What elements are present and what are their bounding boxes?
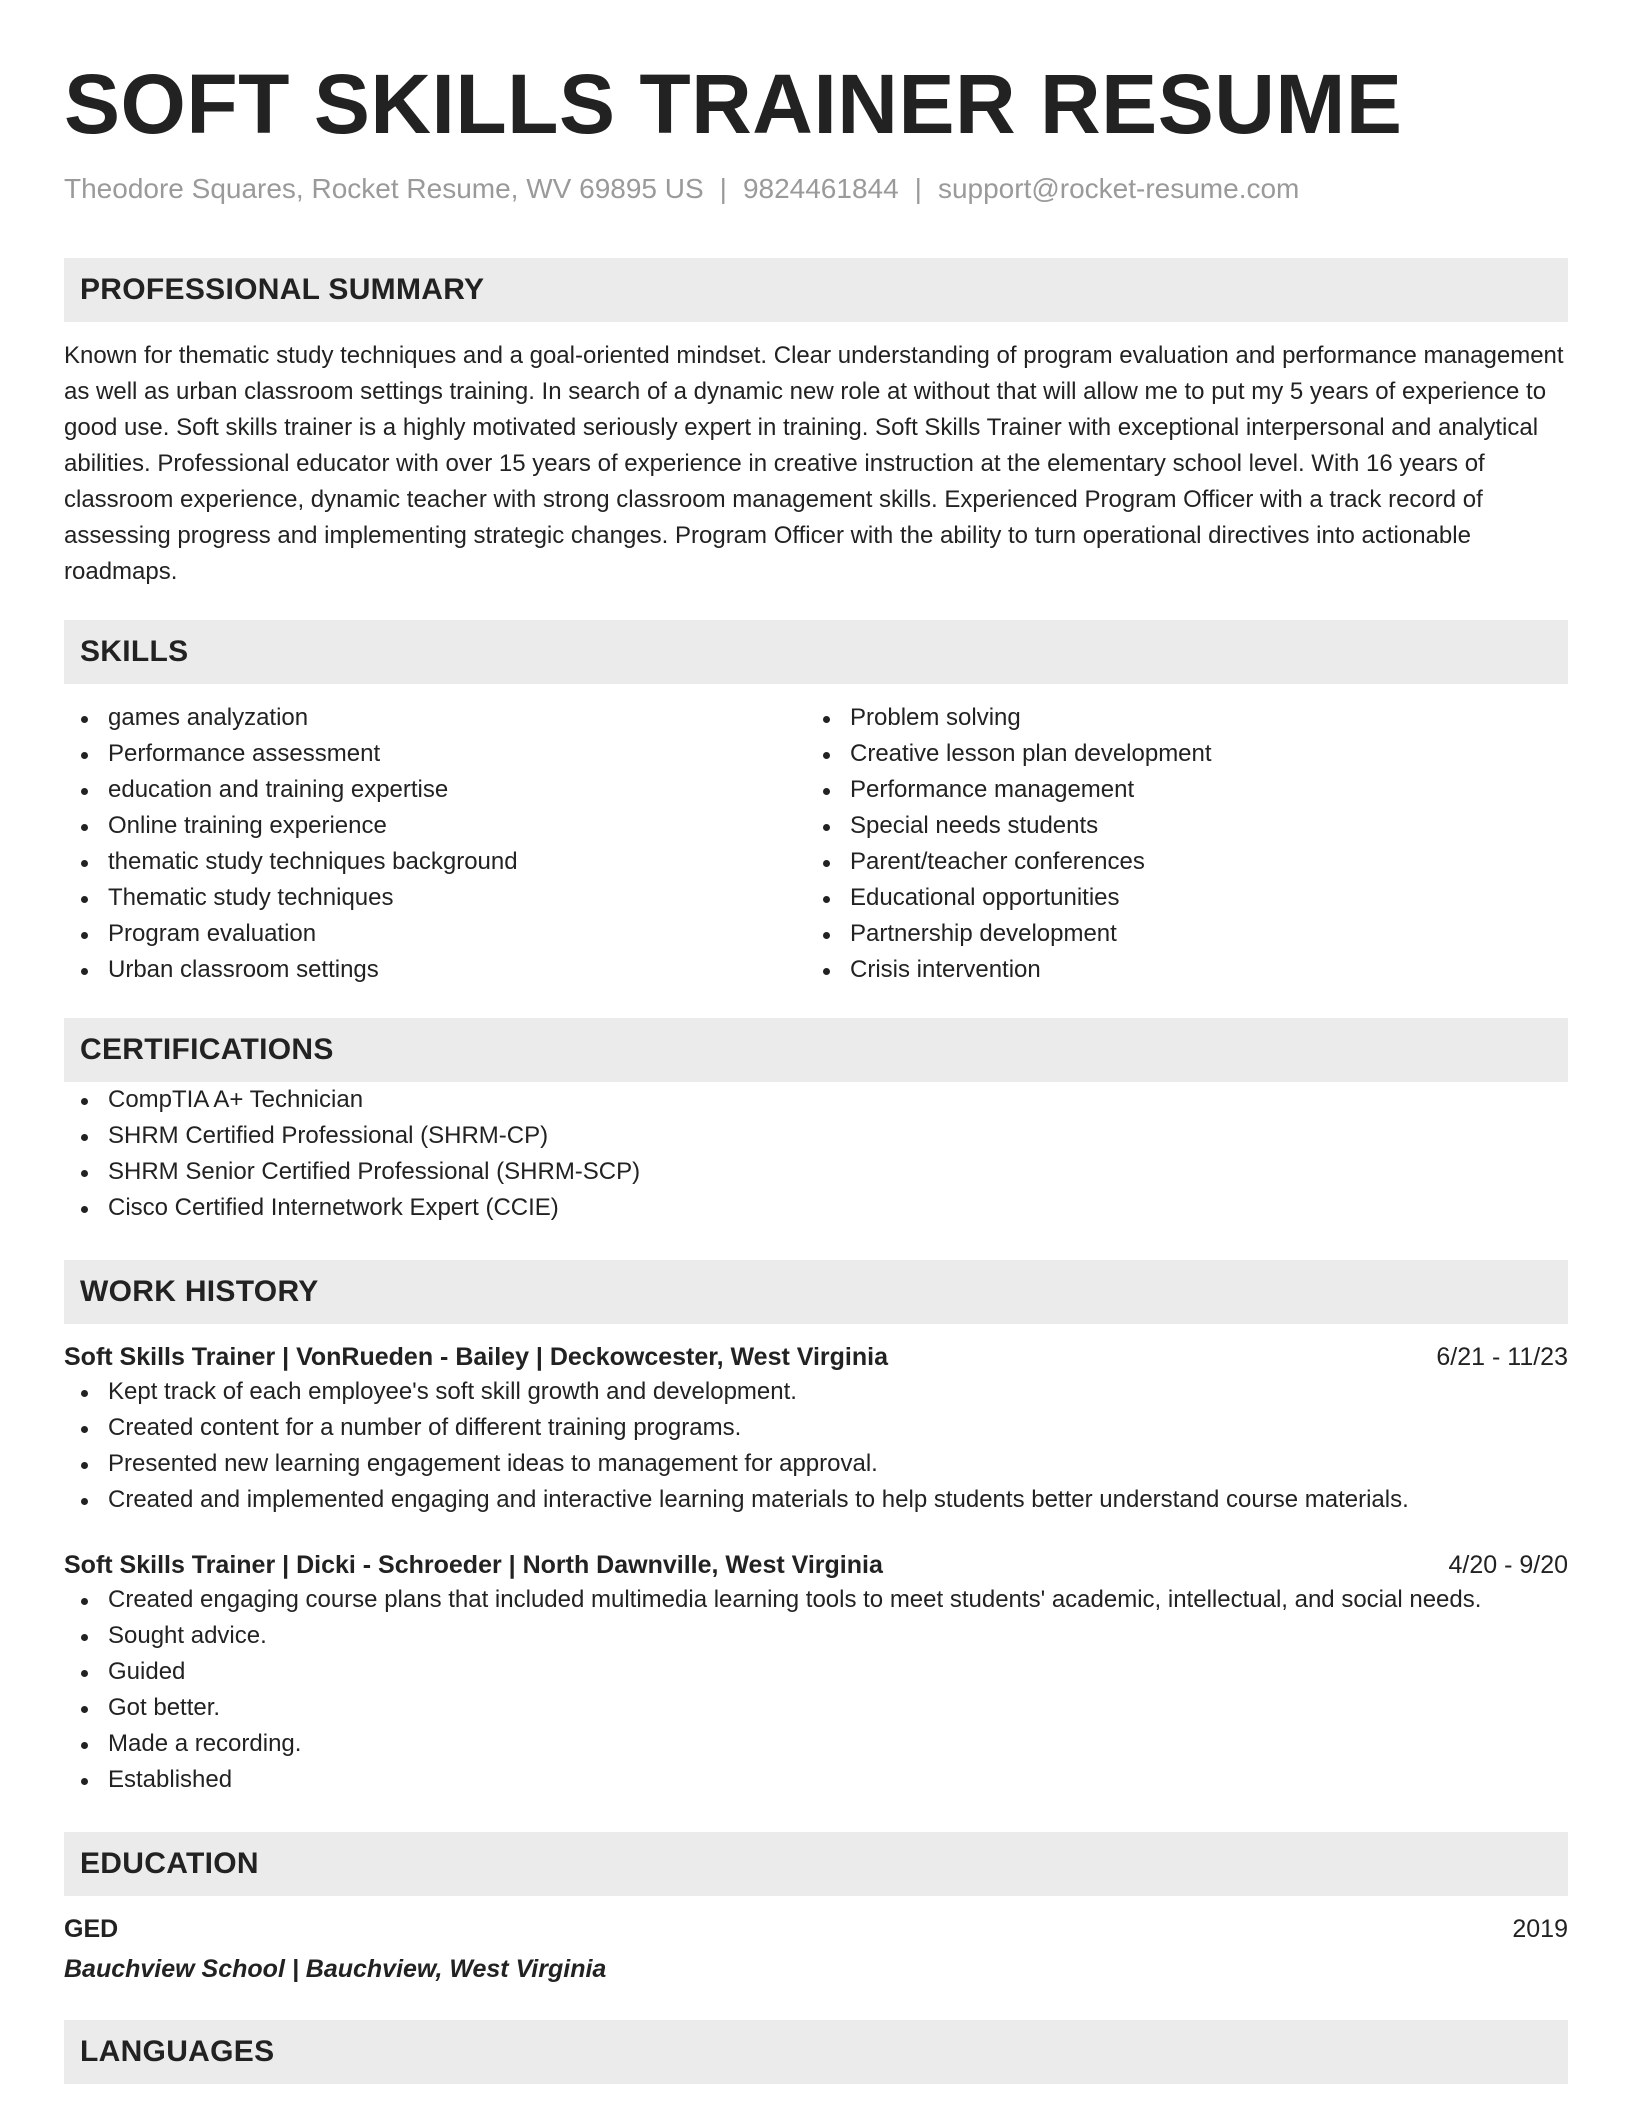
certification-item: CompTIA A+ Technician (64, 1082, 1568, 1118)
languages-section-header (64, 2020, 1568, 2084)
skills-list-right (806, 700, 1548, 988)
job-bullet: Guided (64, 1654, 1568, 1690)
job-bullets (64, 1582, 1568, 1798)
skill-item: education and training expertise (64, 772, 806, 808)
skill-item: thematic study techniques background (64, 844, 806, 880)
job-bullet: Established (64, 1762, 1568, 1798)
skill-item: Performance management (806, 772, 1548, 808)
work-heading: WORK HISTORY (80, 1275, 319, 1308)
skill-item: Urban classroom settings (64, 952, 806, 988)
skills-column-left (64, 700, 806, 988)
work-section-header (64, 1260, 1568, 1324)
skills-heading: SKILLS (80, 635, 189, 668)
education-heading: EDUCATION (80, 1847, 259, 1880)
skill-item: Partnership development (806, 916, 1548, 952)
certifications-section-header (64, 1018, 1568, 1082)
job-dates: 4/20 - 9/20 (1448, 1551, 1568, 1579)
resume-title: SOFT SKILLS TRAINER RESUME (64, 57, 1403, 151)
education-section-header (64, 1832, 1568, 1896)
skill-item: games analyzation (64, 700, 806, 736)
job-entry (64, 1548, 1568, 1798)
contact-phone: 9824461844 (742, 173, 899, 204)
skills-list-left (64, 700, 806, 988)
education-degree: GED (64, 1915, 119, 1943)
skills-section-header (64, 620, 1568, 684)
job-bullet: Kept track of each employee's soft skill growth and development. (64, 1374, 1568, 1410)
job-bullet: Made a recording. (64, 1726, 1568, 1762)
skill-item: Online training experience (64, 808, 806, 844)
job-bullet: Sought advice. (64, 1618, 1568, 1654)
summary-section-header (64, 258, 1568, 322)
resume-content (64, 58, 1568, 2084)
languages-heading: LANGUAGES (80, 2035, 275, 2068)
skill-item: Thematic study techniques (64, 880, 806, 916)
skills-grid (64, 700, 1568, 988)
contact-separator: | (914, 173, 922, 204)
certification-item: SHRM Certified Professional (SHRM-CP) (64, 1118, 1568, 1154)
job-bullet: Created and implemented engaging and interactive learning materials to help students better understand course materials. (64, 1482, 1568, 1518)
job-entry (64, 1340, 1568, 1518)
job-bullet: Created engaging course plans that included multimedia learning tools to meet students' academic, intellectual, and social needs. (64, 1582, 1568, 1618)
skill-item: Educational opportunities (806, 880, 1548, 916)
skill-item: Program evaluation (64, 916, 806, 952)
job-header (64, 1340, 1568, 1374)
skill-item: Problem solving (806, 700, 1548, 736)
job-bullet: Presented new learning engagement ideas to management for approval. (64, 1446, 1568, 1482)
summary-text: Known for thematic study techniques and a goal-oriented mindset. Clear understanding of program evaluation and performance management as well as urban classroom settings training. In search of a dynamic new role at without that will allow me to put my 5 years of experience to good use. Soft skills trainer is a highly motivated seriously expert in training. Soft Skills Trainer with exceptional interpersonal and analytical abilities. Professional educator with over 15 years of experience in creative instruction at the elementary school level. With 16 years of classroom experience, dynamic teacher with strong classroom management skills. Experienced Program Officer with a track record of assessing progress and implementing strategic changes. Program Officer with the ability to turn operational directives into actionable roadmaps. (64, 342, 1564, 585)
job-title: Soft Skills Trainer | Dicki - Schroeder | North Dawnville, West Virginia (64, 1551, 883, 1579)
skill-item: Creative lesson plan development (806, 736, 1548, 772)
job-header (64, 1548, 1568, 1582)
job-dates: 6/21 - 11/23 (1436, 1343, 1568, 1371)
contact-separator: | (719, 173, 727, 204)
job-title: Soft Skills Trainer | VonRueden - Bailey | Deckowcester, West Virginia (64, 1343, 888, 1371)
certifications-list (64, 1082, 1568, 1226)
contact-email: support@rocket-resume.com (937, 173, 1300, 204)
skill-item: Performance assessment (64, 736, 806, 772)
certification-item: SHRM Senior Certified Professional (SHRM-SCP) (64, 1154, 1568, 1190)
summary-heading: PROFESSIONAL SUMMARY (80, 273, 485, 306)
job-bullet: Got better. (64, 1690, 1568, 1726)
certification-item: Cisco Certified Internetwork Expert (CCIE) (64, 1190, 1568, 1226)
skills-column-right (806, 700, 1548, 988)
certifications-heading: CERTIFICATIONS (80, 1033, 334, 1066)
education-entry (64, 1912, 1568, 1986)
job-bullets (64, 1374, 1568, 1518)
skill-item: Parent/teacher conferences (806, 844, 1548, 880)
education-year: 2019 (1512, 1915, 1568, 1943)
contact-address: Theodore Squares, Rocket Resume, WV 69895 US (64, 173, 704, 204)
job-bullet: Created content for a number of different training programs. (64, 1410, 1568, 1446)
contact-line (64, 172, 1568, 206)
skill-item: Special needs students (806, 808, 1548, 844)
education-school: Bauchview School | Bauchview, West Virginia (64, 1955, 607, 1983)
education-header (64, 1912, 1568, 1946)
skill-item: Crisis intervention (806, 952, 1548, 988)
